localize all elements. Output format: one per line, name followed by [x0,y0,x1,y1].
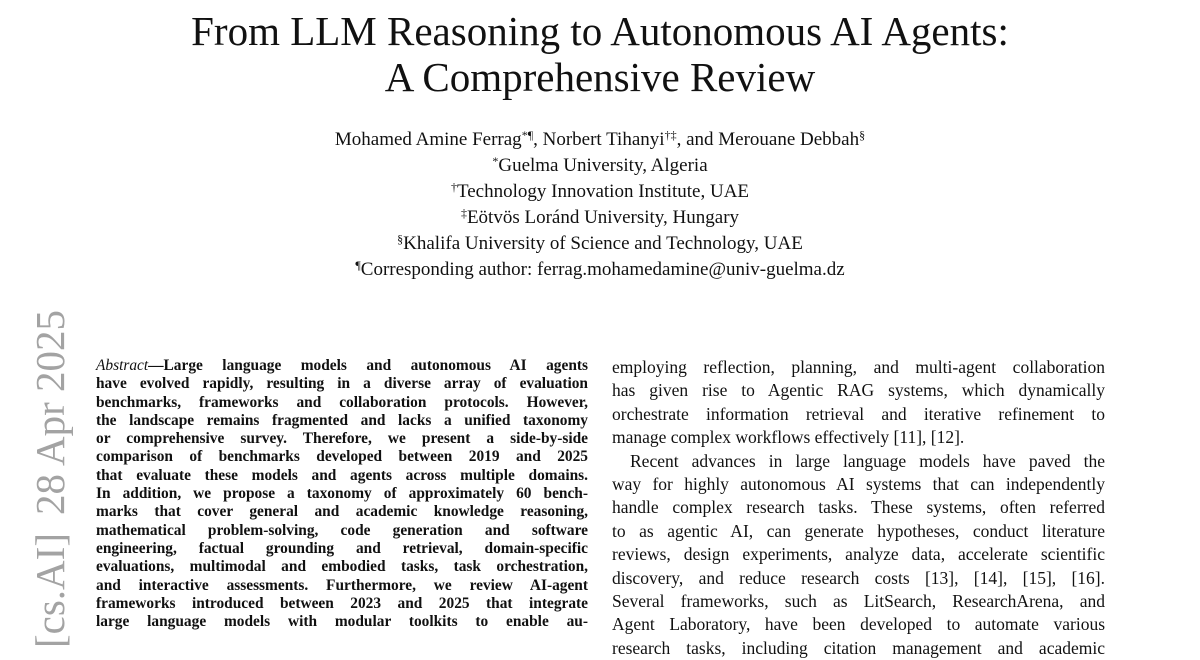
affiliation-mark: * [492,154,499,168]
body-line: way for highly autonomous AI systems that can independently [612,474,1105,495]
author-name-1: Mohamed Amine Ferrag [334,129,522,150]
abstract-line: or comprehensive survey. Therefore, we present a side-by-side [96,430,588,448]
affiliation-2 [0,179,1200,205]
abstract-line: mathematical problem-solving, code generation and software [96,521,588,539]
abstract-line: and interactive assessments. Furthermore, we review AI-agent [96,576,588,594]
abstract-line: evaluations, multimodal and embodied tasks, task orchestration, [96,558,588,576]
abstract-line: large language models with modular toolkits to enable au- [96,613,588,631]
author-name-2: , Norbert Tihanyi [533,129,665,150]
abstract-text: —Large language models and autonomous AI agents [148,357,588,374]
affiliation-mark: ‡ [460,206,467,220]
abstract-line: frameworks introduced between 2023 and 2025 that integrate [96,594,588,612]
abstract-line: have evolved rapidly, resulting in a diverse array of evaluation [96,375,588,393]
author-1-marks: *¶ [521,128,534,142]
affiliation-4 [0,231,1200,257]
abstract-line: comparison of benchmarks developed between 2019 and 2025 [96,448,588,466]
body-line: manage complex workflows effectively [11], [12]. [612,427,965,448]
body-line: research tasks, including citation management and academic [612,637,1105,658]
title-line-2: A Comprehensive Review [384,54,816,100]
affiliation-text: Technology Innovation Institute, UAE [456,181,750,202]
corresponding-author [0,257,1200,283]
body-line: reviews, design experiments, analyze data, accelerate scientific [612,544,1105,565]
body-line: orchestrate information retrieval and iterative refinement to [612,403,1105,424]
abstract-column [96,357,588,631]
body-line: Recent advances in large language models have paved the [630,450,1105,471]
title-line-1: From LLM Reasoning to Autonomous AI Agents: [191,8,1009,54]
arxiv-date: 28 Apr 2025 [27,310,73,516]
body-line: discovery, and reduce research costs [13], [14], [15], [16]. [612,567,1105,588]
body-line: Several frameworks, such as LitSearch, ResearchArena, and [612,591,1105,612]
affiliation-1 [0,153,1200,179]
affiliation-text: Eötvös Loránd University, Hungary [466,207,740,228]
affiliation-3 [0,205,1200,231]
body-line: employing reflection, planning, and multi-agent collaboration [612,357,1105,377]
author-block [0,127,1200,283]
paper-title [0,8,1200,100]
author-2-marks: †‡ [664,128,677,142]
affiliation-mark: ¶ [355,258,361,272]
affiliation-text: Guelma University, Algeria [498,155,708,176]
body-column-right [612,356,1105,660]
arxiv-stamp [26,310,74,648]
body-line: handle complex research tasks. These systems, often referred [612,497,1105,518]
abstract-line [96,357,588,375]
affiliation-mark: † [450,180,457,194]
abstract-line: that evaluate these models and agents across multiple domains. [96,466,588,484]
author-name-3: , and Merouane Debbah [676,129,860,150]
body-line: has given rise to Agentic RAG systems, which dynamically [612,380,1105,401]
abstract-label: Abstract [96,357,149,374]
abstract-line: engineering, factual grounding and retrieval, domain-specific [96,539,588,557]
author-3-marks: § [859,128,866,142]
abstract-line: benchmarks, frameworks and collaboration protocols. However, [96,393,588,411]
affiliation-mark: § [397,232,404,246]
abstract-line: In addition, we propose a taxonomy of approximately 60 bench- [96,485,588,503]
abstract-line: the landscape remains fragmented and lacks a unified taxonomy [96,411,588,429]
arxiv-category: [cs.AI] [27,533,73,648]
affiliation-text: Corresponding author: ferrag.mohamedamine@univ-guelma.dz [360,259,845,280]
abstract-line: marks that cover general and academic knowledge reasoning, [96,503,588,521]
body-line: Agent Laboratory, have been developed to automate various [612,614,1105,635]
affiliation-text: Khalifa University of Science and Technology, UAE [403,233,803,254]
body-line: to as agentic AI, can generate hypotheses, conduct literature [612,520,1105,541]
author-line [0,127,1200,153]
